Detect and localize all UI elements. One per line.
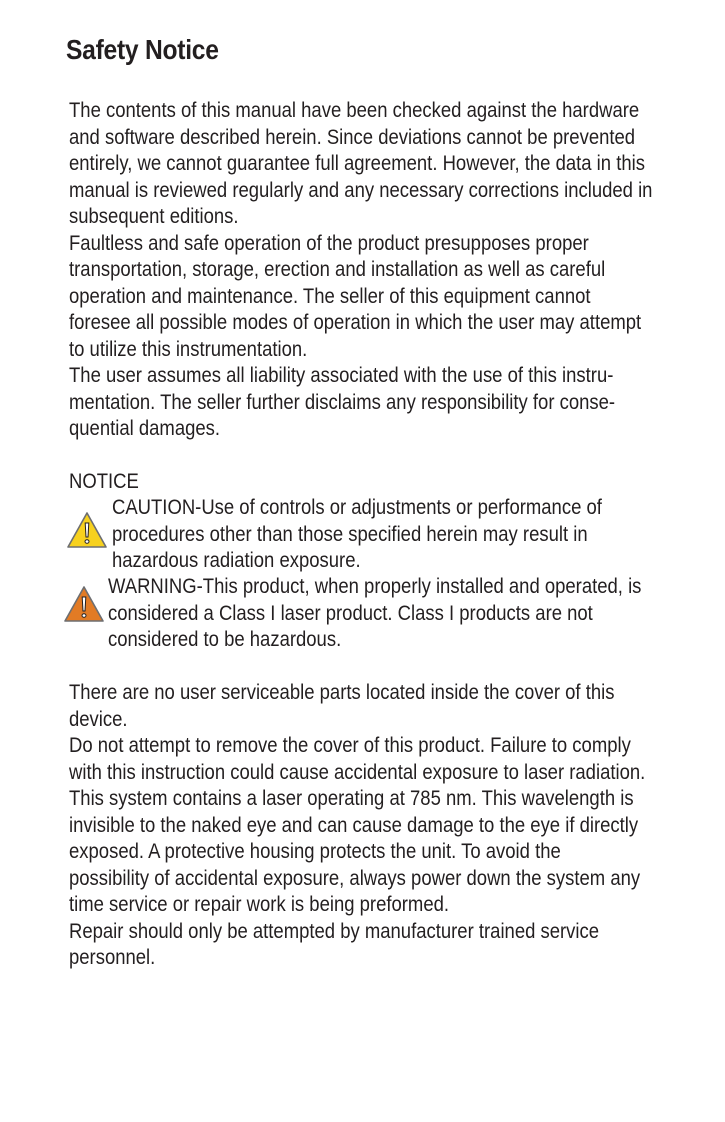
warning-line: considered to be hazardous. <box>108 628 342 651</box>
intro-line: foresee all possible modes of operation in which the user may attempt <box>69 311 642 334</box>
service-line: possibility of accidental exposure, always power down the system any <box>69 866 641 890</box>
intro-line: and software described herein. Since deviations cannot be prevented <box>69 125 636 149</box>
service-line: exposed. A protective housing protects the unit. To avoid the <box>69 840 561 863</box>
caution-line: hazardous radiation exposure. <box>112 549 361 572</box>
intro-line: transportation, storage, erection and installation as well as careful <box>69 258 606 281</box>
service-line: time service or repair work is being preformed. <box>69 893 450 916</box>
intro-line: Faultless and safe operation of the product presupposes proper <box>69 231 589 255</box>
warning-line: considered a Class I laser product. Class I products are not <box>108 601 593 625</box>
service-line: Do not attempt to remove the cover of this product. Failure to comply <box>69 734 631 757</box>
notice-heading: NOTICE <box>69 470 139 493</box>
intro-line: operation and maintenance. The seller of this equipment cannot <box>69 284 591 308</box>
caution-text <box>112 495 725 575</box>
intro-section <box>69 98 685 443</box>
intro-line: The user assumes all liability associated with the use of this instru- <box>69 364 614 387</box>
service-line: device. <box>69 707 128 731</box>
warning-line: WARNING-This product, when properly installed and operated, is <box>108 575 642 598</box>
intro-line: mentation. The seller further disclaims any responsibility for conse- <box>69 390 616 414</box>
service-line: There are no user serviceable parts located inside the cover of this <box>69 681 615 704</box>
service-section <box>69 680 685 972</box>
intro-line: quential damages. <box>69 417 221 440</box>
intro-line: to utilize this instrumentation. <box>69 337 308 361</box>
warning-text <box>108 574 724 654</box>
service-line: with this instruction could cause accidental exposure to laser radiation. <box>69 760 646 784</box>
page-title: Safety Notice <box>66 34 219 65</box>
caution-triangle-icon <box>66 511 108 549</box>
service-line: This system contains a laser operating at 785 nm. This wavelength is <box>69 787 634 810</box>
warning-triangle-icon <box>63 585 105 623</box>
service-line: invisible to the naked eye and can cause damage to the eye if directly <box>69 813 639 837</box>
service-line: Repair should only be attempted by manufacturer trained service <box>69 919 600 943</box>
intro-line: entirely, we cannot guarantee full agreement. However, the data in this <box>69 152 645 175</box>
intro-line: The contents of this manual have been checked against the hardware <box>69 99 640 122</box>
service-line: personnel. <box>69 946 156 969</box>
intro-line: manual is reviewed regularly and any necessary corrections included in <box>69 178 653 202</box>
caution-line: CAUTION-Use of controls or adjustments or performance of <box>112 496 602 519</box>
intro-line: subsequent editions. <box>69 205 239 228</box>
caution-line: procedures other than those specified herein may result in <box>112 522 588 546</box>
